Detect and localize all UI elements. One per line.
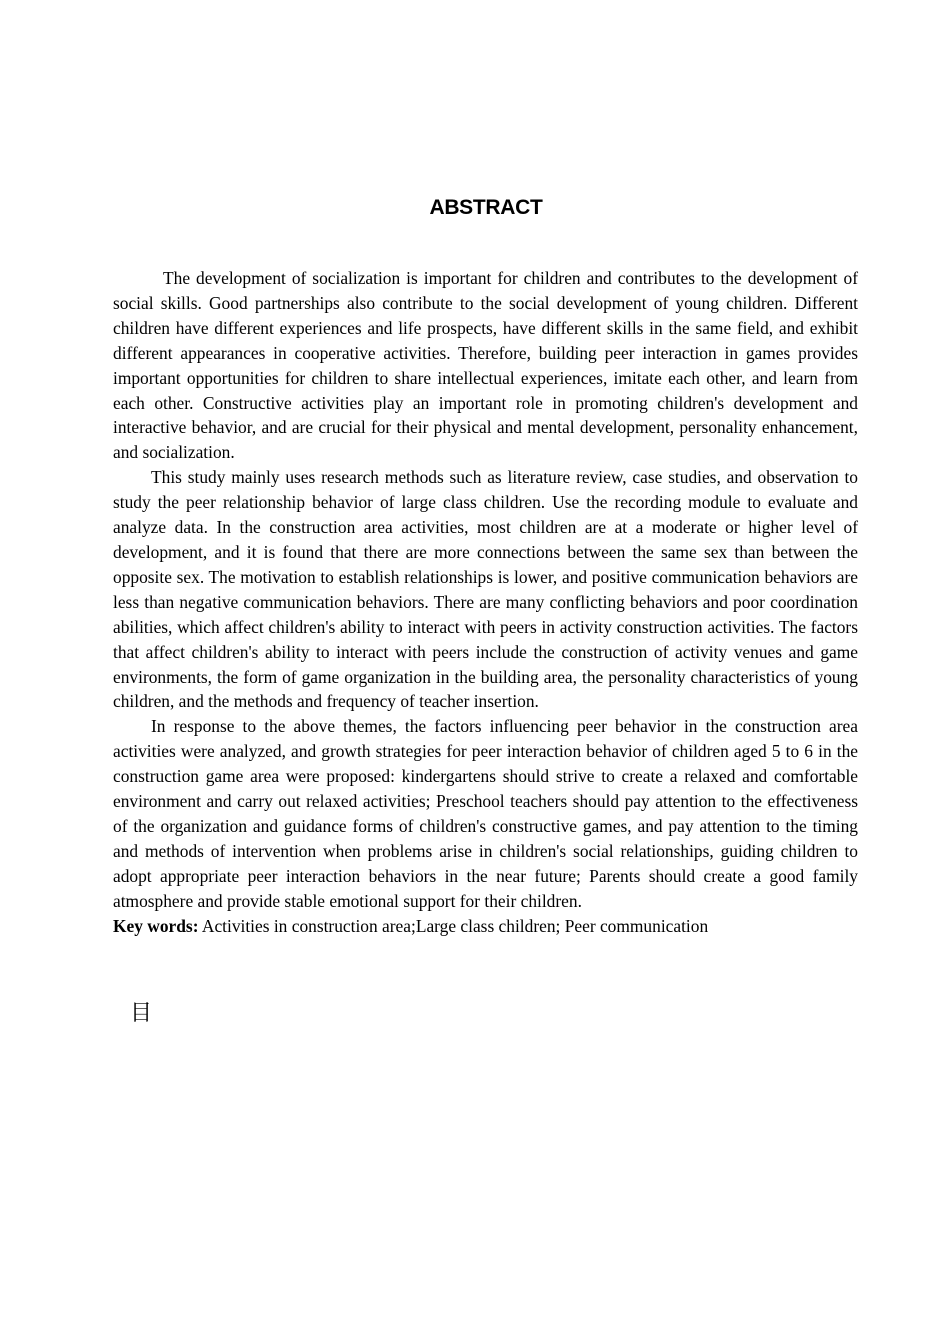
- abstract-paragraph-3: In response to the above themes, the factors influencing peer behavior in the construction area activities were analyzed, and growth strategies for peer interaction behavior of children aged 5 to 6 in the construction game area were proposed: kindergartens should strive to create a relaxed and comfortable environment and carry out relaxed activities; Preschool teachers should pay attention to the effectiveness of the organization and guidance forms of children's constructive games, and pay attention to the timing and methods of intervention when problems arise in children's social relationships, guiding children to adopt appropriate peer interaction behaviors in the near future; Parents should create a good family atmosphere and provide stable emotional support for their children.: [113, 716, 858, 911]
- abstract-paragraph-1: The development of socialization is important for children and contributes to the development of social skills. Good partnerships also contribute to the social development of young children. Different children have different experiences and life prospects, have different skills in the same field, and exhibit different appearances in cooperative activities. Therefore, building peer interaction in games provides important opportunities for children to share intellectual experiences, imitate each other, and learn from each other. Constructive activities play an important role in promoting children's development and interactive behavior, and are crucial for their physical and mental development, personality enhancement, and socialization.: [113, 268, 858, 463]
- keywords-line: [113, 914, 858, 939]
- abstract-paragraph-2: This study mainly uses research methods such as literature review, case studies, and observation to study the peer relationship behavior of large class children. Use the recording module to evaluate and analyze data. In the construction area activities, most children are at a moderate or higher level of development, and it is found that there are more connections between the same sex than between the opposite sex. The motivation to establish relationships is lower, and positive communication behaviors are less than negative communication behaviors. There are many conflicting behaviors and poor coordination abilities, which affect children's ability to interact with peers in activity construction activities. The factors that affect children's ability to interact with peers include the construction of activity venues and game environments, the form of game organization in the building area, the personality characteristics of young children, and the methods and frequency of teacher insertion.: [113, 467, 858, 712]
- keywords-text: Activities in construction area;Large class children; Peer communication: [198, 915, 709, 936]
- abstract-title: ABSTRACT: [429, 196, 543, 219]
- keywords-label: Key words:: [113, 915, 199, 936]
- abstract-body: [113, 266, 858, 938]
- toc-heading-fragment: 目: [130, 1001, 153, 1026]
